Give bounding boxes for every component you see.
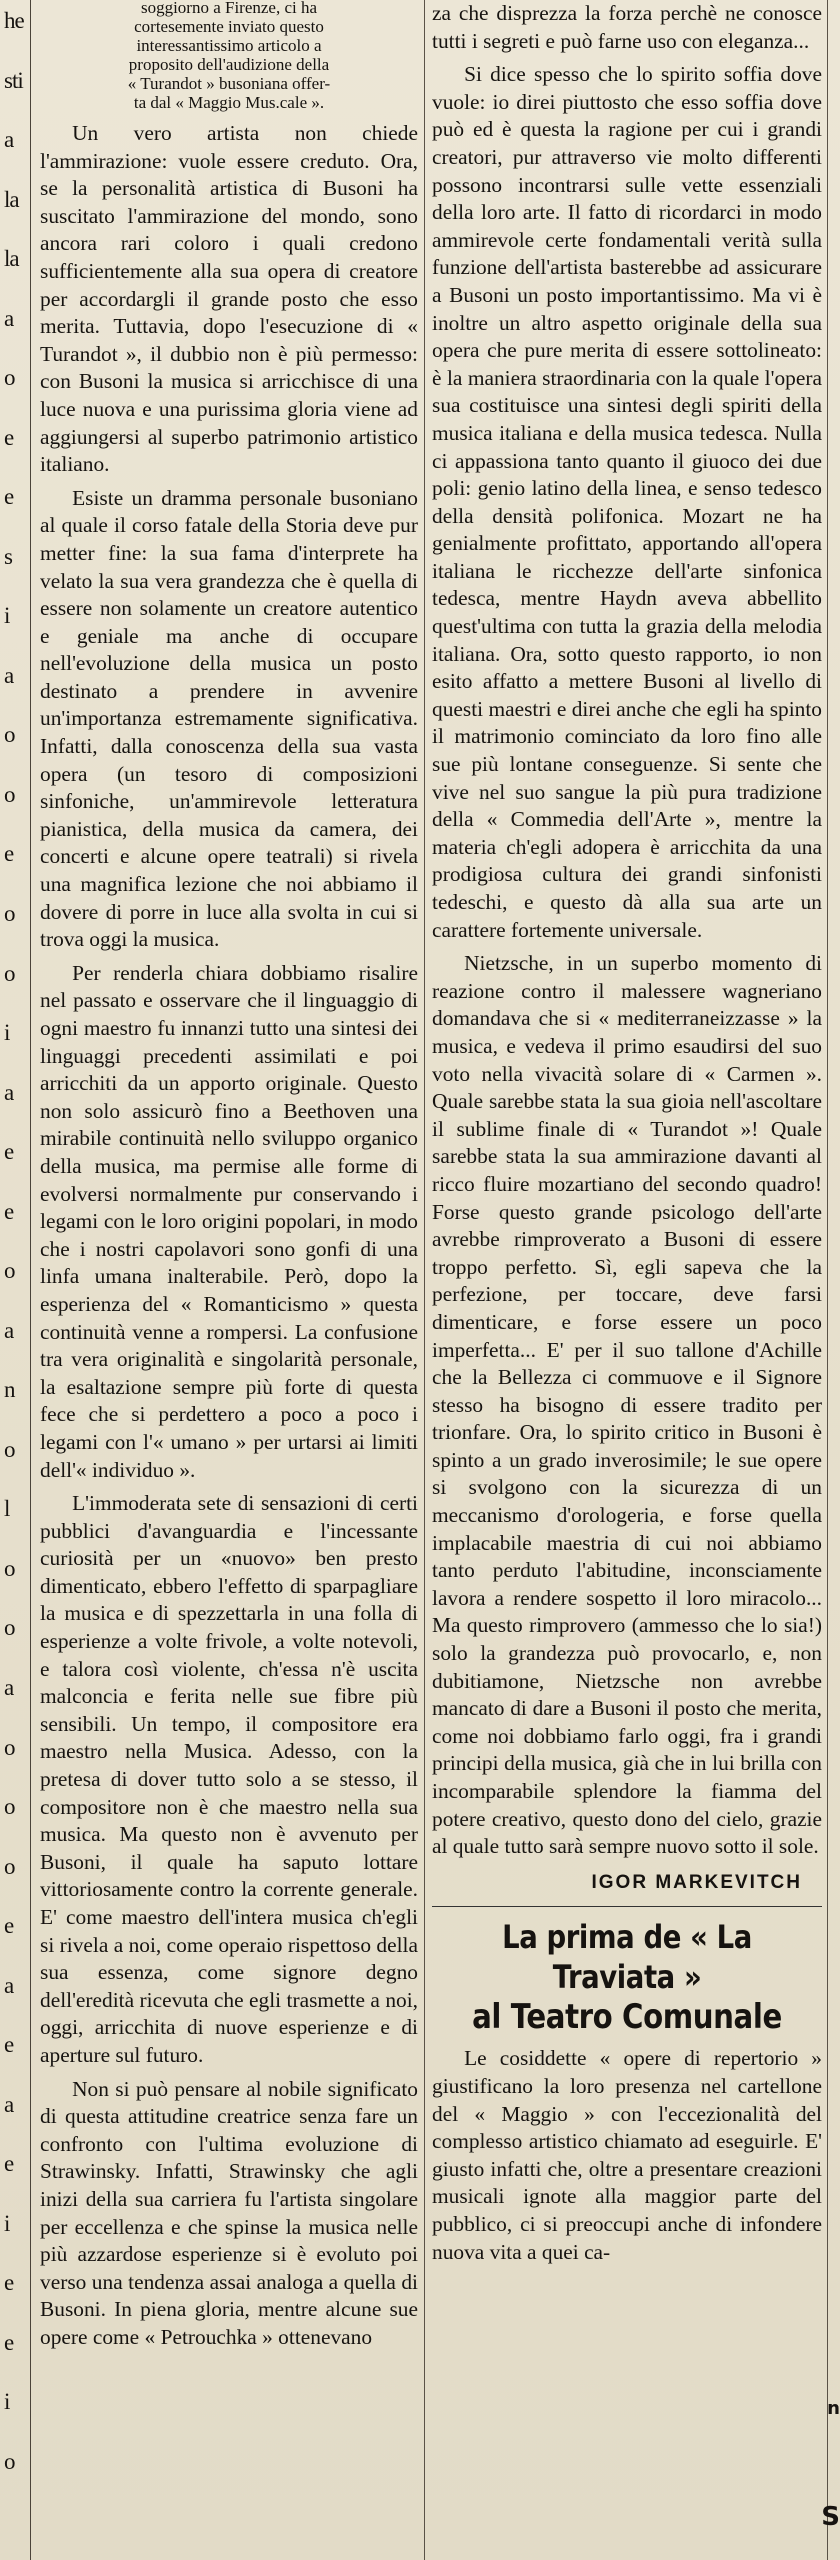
margin-fragment: o xyxy=(4,1794,15,1819)
column-divider xyxy=(424,0,425,2560)
margin-fragment: o xyxy=(4,1854,15,1879)
paragraph: Per renderla chiara dobbiamo risalire nel passato e osservare che il linguaggio di ogni maestro fu innanzi tutto una sintesi dei linguaggi precedenti assimilati e poi arricchiti da un apporto originale. Questo non solo assicurò fino a Beethoven una mirabile continuità nello sviluppo organico della musica, ma permise alle forme di evolversi normalmente pur conservando i legami con le loro origini popolari, in modo che i nostri capolavori sono gonfi di una linfa umana inalterabile. Però, dopo la esperienza del « Romanticismo » questa continuità venne a rompersi. La confusione tra vera originalità e singolarità personale, la esaltazione sempre più forte di questa fece che si perdettero a poco a poco i legami con l'« umano » per urtarsi ai limiti dell'« individuo ». xyxy=(40,960,418,1482)
article-headline xyxy=(459,1917,794,2037)
margin-fragment: e xyxy=(4,1913,14,1938)
margin-fragment: a xyxy=(4,306,14,331)
margin-fragment: o xyxy=(4,2449,15,2474)
margin-fragment: e xyxy=(4,2270,14,2295)
margin-fragment: la xyxy=(4,187,19,212)
margin-fragment: o xyxy=(4,1258,15,1283)
margin-fragment: i xyxy=(4,1020,10,1045)
paragraph: L'immoderata sete di sensazioni di certi pubblici d'avanguardia e l'incessante curiosità per un «nuovo» ben presto dimenticato, ebbero l'effetto di sparpagliare la musica e di spezzettarla in una folla di esperienze a volte frivole, a volte notevoli, e talora così violente, ch'essa n'è uscita malconcia e ferita nelle sue fibre più sensibili. Un tempo, il compositore era maestro nella Musica. Adesso, con la pretesa di dover tutto solo a se stesso, il compositore non è che maestro nella sua musica. Ma questo non è avvenuto per Busoni, il quale ha saputo lottare vittoriosamente contro la corrente generale. E' come maestro dell'intera musica ch'egli si rivela a noi, come operaio rispettoso della sua essenza, come signore degno dell'eredità ricevuta che egli trasmette a noi, oggi, arricchita di nuove esperienze e di aperture sul futuro. xyxy=(40,1491,418,2067)
margin-fragment: e xyxy=(4,2151,14,2176)
margin-fragment: o xyxy=(4,722,15,747)
margin-fragment: a xyxy=(4,127,14,152)
caption-line: cortesemente inviato questo xyxy=(134,17,324,36)
right-edge-strip xyxy=(821,0,840,2560)
margin-fragment: l xyxy=(4,1496,10,1521)
margin-fragment: i xyxy=(4,603,10,628)
margin-fragment: a xyxy=(4,2092,14,2117)
paragraph: Nietzsche, in un superbo momento di reazione contro il malessere wagneriano domandava che si « mediterraneizzasse » la musica, e vedeva il primo esaudirsi del suo voto nella vivacità solare di « Carmen ». Quale sarebbe stata la sua gioia nell'ascoltare il sublime finale di « Turandot »! Quale sarebbe stata la sua ammirazione davanti al ricco fluire mozartiano del secondo quadro! Forse questo grande psicologo dell'arte avrebbe rimproverato a Busoni di essere troppo perfetto. Sì, egli sapeva che la perfezione, per toccare, deve farsi dimenticare, e forse essere un poco imperfetta... E' per il suo tallone d'Achille che la Bellezza ci commuove e il Signore stesso ha bisogno di essere tradito per trionfare. Ora, lo spirito critico in Busoni è spinto a un grado inverosimile; le sue opere si svolgono con la sicurezza di un meccanismo d'orologeria, e forse quella implacabile maestria di cui noi abbiamo tanto perduto l'abitudine, inconsciamente lavora a rendere sospetto il loro miracolo... Ma questo rimprovero (ammesso che lo sia!) solo la grandezza può provocarlo, e, non dubitiamone, Nietzsche non avrebbe mancato di dare a Busoni il posto che merita, come noi dobbiamo farlo oggi, fra i grandi principi della musica, già che in lui brilla con incomparabile splendore la fiamma del potere creativo, questo dono del cielo, grazie al quale tutto sarà sempre nuovo sotto il sole. xyxy=(432,951,822,1859)
margin-fragment: a xyxy=(4,663,14,688)
paragraph: Un vero artista non chiede l'ammirazione: vuole essere creduto. Ora, se la personalità artistica di Busoni ha suscitato l'ammirazione del mondo, sono ancora rari coloro i quali credono sufficientemente alla sua opera di creatore per accordargli il grande posto che esso merita. Tuttavia, dopo l'esecuzione di « Turandot », il dubbio non è più permesso: con Busoni la musica si arricchisce di una luce nuova e una purissima gloria viene ad aggiungersi al superbo patrimonio artistico italiano. xyxy=(40,121,418,477)
caption-line: proposito dell'audizione della xyxy=(128,55,330,74)
margin-fragment: o xyxy=(4,961,15,986)
edge-letter: S xyxy=(821,2502,840,2532)
margin-fragment: la xyxy=(4,246,19,271)
margin-fragment: a xyxy=(4,1318,14,1343)
margin-fragment: e xyxy=(4,425,14,450)
caption-line: soggiorno a Firenze, ci ha xyxy=(140,0,318,17)
paragraph: Non si può pensare al nobile significato di questa attitudine creatrice senza fare un confronto con l'ultima evoluzione di Strawinsky. Infatti, Strawinsky che agli inizi della sua carriera fu l'artista singolare per eccellenza e che spinse la musica nelle più azzardose esperienze si è evoluto poi verso una tendenza assai analoga a quella di Busoni. In piena gloria, mentre alcune sue opere come « Petrouchka » ottenevano xyxy=(40,2076,418,2349)
article-divider xyxy=(432,1906,822,1907)
margin-fragment: o xyxy=(4,1556,15,1581)
caption-line: ta dal « Maggio Mus.cale ». xyxy=(133,93,325,112)
paragraph: Esiste un dramma personale busoniano al quale il corso fatale della Storia deve pur metter fine: la sua fama d'interprete ha velato la sua vera grandezza che è quella di essere non solamente un creatore autentico e geniale ma anche di occupare nell'evoluzione della musica un posto destinato a prendere in avvenire un'importanza estremamente significativa. Infatti, dalla conoscenza della sua vasta opera (un tesoro di composizioni sinfoniche, un'ammirevole letteratura pianistica, della musica da camera, dei concerti e alcune opere teatrali) si rivela una magnifica lezione che noi abbiamo il dovere di porre in luce alla svolta in cui si trova oggi la musica. xyxy=(40,485,418,952)
margin-fragment: o xyxy=(4,901,15,926)
margin-fragment: sti xyxy=(4,68,23,93)
margin-fragment: e xyxy=(4,1139,14,1164)
margin-fragment: e xyxy=(4,2032,14,2057)
headline-line: La prima de « La Traviata » xyxy=(502,1918,752,1997)
margin-fragment: e xyxy=(4,2330,14,2355)
margin-fragment: o xyxy=(4,1735,15,1760)
edge-letter: n xyxy=(827,2398,840,2419)
paragraph-continuation: za che disprezza la forza perchè ne conosce tutti i segreti e può farne uso con eleganza... xyxy=(432,1,822,53)
margin-fragment: e xyxy=(4,484,14,509)
headline-line: al Teatro Comunale xyxy=(472,1997,782,2038)
margin-fragment: i xyxy=(4,2211,10,2236)
column-left xyxy=(40,0,418,2560)
margin-fragment: n xyxy=(4,1377,15,1402)
caption-line: « Turandot » busoniana offer- xyxy=(127,74,331,93)
author-signature: IGOR MARKEVITCH xyxy=(591,1871,802,1893)
paragraph: Le cosiddette « opere di repertorio » giustificano la loro presenza nel cartellone del « Maggio » con l'eccezionalità del complesso artistico chiamato ad eseguirle. E' giusto infatti che, oltre a presentare creazioni musicali ignote alla maggior parte del pubblico, ci si preoccupi anche di infondere nuova vita a quei ca- xyxy=(432,2046,822,2264)
margin-fragment: o xyxy=(4,1437,15,1462)
margin-fragment: a xyxy=(4,1675,14,1700)
caption-line: interessantissimo articolo a xyxy=(136,36,322,55)
margin-fragment: e xyxy=(4,841,14,866)
margin-fragment: o xyxy=(4,365,15,390)
paragraph: Si dice spesso che lo spirito soffia dove vuole: io direi piuttosto che esso soffia dove può ed è questa la ragione per cui i grandi creatori, pur attraverso vie molto differenti possono incontrarsi sulle vette essenziali della loro arte. Il fatto di ricordarci in modo ammirevole certe fondamentali verità sulla funzione dell'artista basterebbe ad assicurare a Busoni un posto importantissimo. Ma vi è inoltre un altro aspetto originale della sua opera che pure merita di essere sottolineato: è la maniera straordinaria con la quale l'opera sua costituisce una sintesi degli spiriti della musica italiana e della musica tedesca. Nulla ci appassiona tanto quanto il giuoco dei due poli: genio latino della linea, e senso tedesco della densità polifonica. Mozart ne ha genialmente profittato, apportando all'opera italiana le ricchezze dell'arte sinfonica tedesca, mentre Haydn aveva abbellito quest'ultima con tutta la grazia della melodia italiana. Ora, sotto questo rapporto, io non esito affatto a mettere Busoni al livello di questi maestri e direi anche che egli ha spinto il matrimonio cominciato da loro fino alle sue più lontane conseguenze. Si sente che vive nel suo sangue la più pura tradizione della « Commedia dell'Arte », mentre la materia ch'egli adopera è arricchita da una prodigiosa cultura dei grandi sinfonisti tedeschi, e questo dà alla sua arte un carattere fortemente universale. xyxy=(432,62,822,942)
column-right xyxy=(432,0,822,2560)
margin-fragment: s xyxy=(4,544,12,569)
margin-fragment: o xyxy=(4,782,15,807)
margin-fragment: i xyxy=(4,2389,10,2414)
margin-fragment: a xyxy=(4,1973,14,1998)
margin-fragment: a xyxy=(4,1080,14,1105)
left-margin-fragments xyxy=(0,0,31,2560)
margin-fragment: e xyxy=(4,1199,14,1224)
photo-caption xyxy=(40,0,418,112)
margin-fragment: o xyxy=(4,1615,15,1640)
margin-fragment: he xyxy=(4,8,24,33)
